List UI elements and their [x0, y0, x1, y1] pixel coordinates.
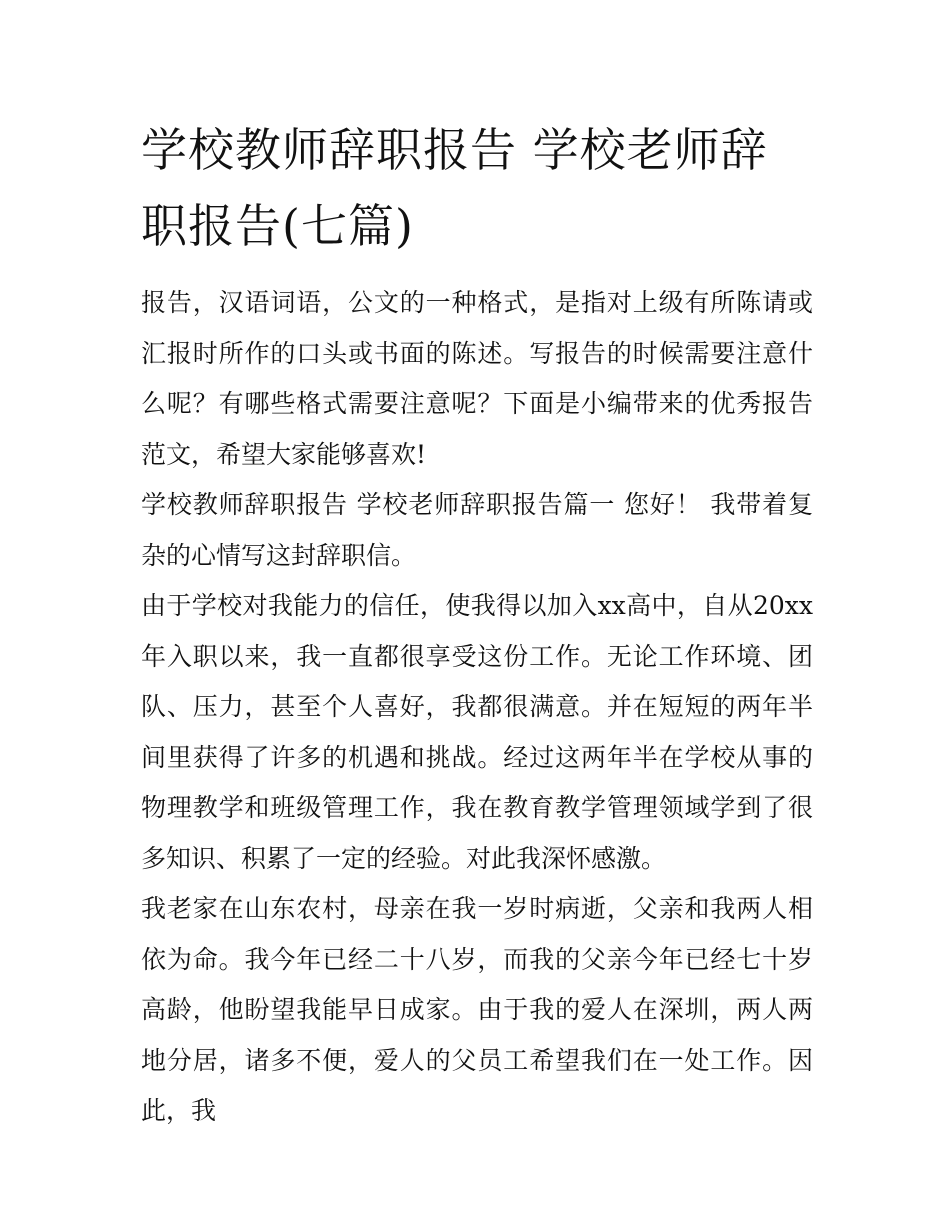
paragraph-reason: 我老家在山东农村，母亲在我一岁时病逝，父亲和我两人相依为命。我今年已经二十八岁，而我的父亲今年已经七十岁高龄，他盼望我能早日成家。由于我的爱人在深圳，两人两地分居，诸多不便，爱人的父员工希望我们在一处工作。因此，我 [141, 894, 813, 1125]
paragraph-greeting: 学校教师辞职报告 学校老师辞职报告篇一 您好！ 我带着复杂的心情写这封辞职信。 [141, 490, 813, 570]
paragraph-intro: 报告，汉语词语，公文的一种格式，是指对上级有所陈请或汇报时所作的口头或书面的陈述。写报告的时候需要注意什么呢？有哪些格式需要注意呢？下面是小编带来的优秀报告范文，希望大家能够喜欢! [141, 288, 813, 469]
paragraph-gratitude: 由于学校对我能力的信任，使我得以加入xx高中，自从20xx年入职以来，我一直都很享受这份工作。无论工作环境、团队、压力，甚至个人喜好，我都很满意。并在短短的两年半间里获得了许多的机遇和挑战。经过这两年半在学校从事的物理教学和班级管理工作，我在教育教学管理领域学到了很多知识、积累了一定的经验。对此我深怀感激。 [141, 591, 813, 873]
paragraph-list [141, 278, 813, 1137]
document-title: 学校教师辞职报告 学校老师辞职报告(七篇) [141, 123, 768, 253]
document-body [141, 112, 813, 1137]
